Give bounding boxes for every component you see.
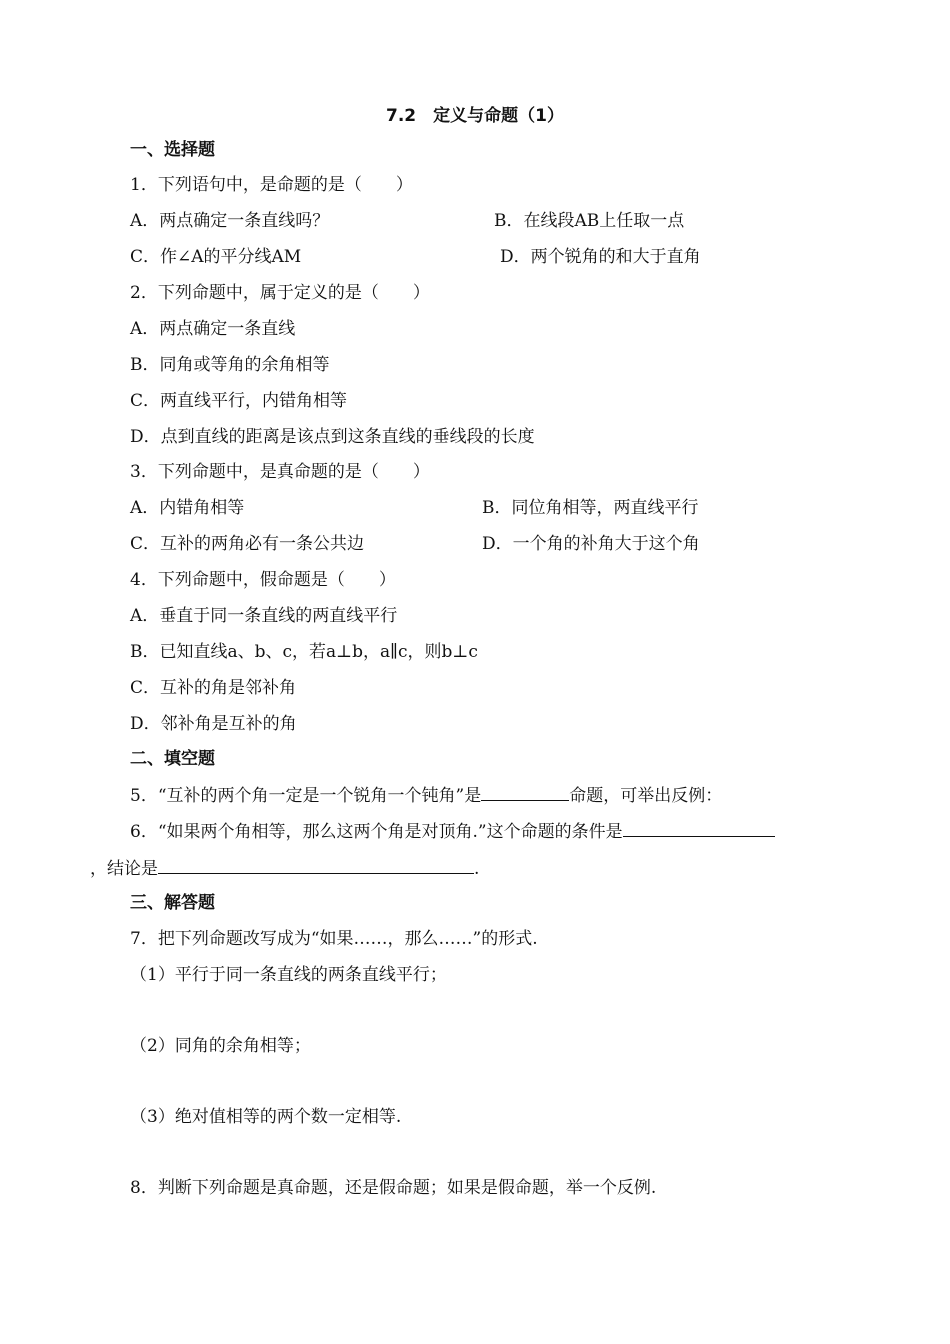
q5-answer-blank[interactable] bbox=[481, 784, 569, 801]
q5-line bbox=[130, 784, 722, 807]
q7-stem: 7．把下列命题改写成为“如果……，那么……”的形式. bbox=[130, 929, 538, 949]
q2-stem: 2．下列命题中，属于定义的是（ ） bbox=[130, 283, 430, 303]
q2-option-d: D．点到直线的距离是该点到这条直线的垂线段的长度 bbox=[130, 427, 535, 447]
q6-conclusion-blank[interactable] bbox=[158, 857, 474, 874]
q3-option-b: B．同位角相等，两直线平行 bbox=[482, 498, 699, 518]
q2-option-a: A．两点确定一条直线 bbox=[130, 319, 296, 339]
q6-condition-blank[interactable] bbox=[623, 820, 775, 837]
q4-option-d: D．邻补角是互补的角 bbox=[130, 714, 297, 734]
q3-option-c: C．互补的两角必有一条公共边 bbox=[130, 534, 365, 554]
q2-option-b: B．同角或等角的余角相等 bbox=[130, 355, 330, 375]
q7-part-3: （3）绝对值相等的两个数一定相等. bbox=[130, 1107, 402, 1127]
section-heading-answer: 三、解答题 bbox=[130, 893, 215, 913]
q6-line-2 bbox=[90, 857, 479, 880]
q1-stem: 1．下列语句中，是命题的是（ ） bbox=[130, 175, 413, 195]
q3-option-d: D．一个角的补角大于这个角 bbox=[482, 534, 700, 554]
section-heading-fill: 二、填空题 bbox=[130, 749, 215, 769]
q3-option-a: A．内错角相等 bbox=[130, 498, 245, 518]
q6-text-before: 6．“如果两个角相等，那么这两个角是对顶角.”这个命题的条件是 bbox=[130, 822, 623, 842]
q6-period: . bbox=[474, 859, 480, 879]
q4-stem: 4．下列命题中，假命题是（ ） bbox=[130, 570, 396, 590]
q7-part-1: （1）平行于同一条直线的两条直线平行； bbox=[130, 965, 447, 985]
q4-option-b: B．已知直线a、b、c，若a⊥b，a∥c，则b⊥c bbox=[130, 642, 478, 662]
q5-text-before: 5．“互补的两个角一定是一个锐角一个钝角”是 bbox=[130, 786, 482, 806]
q6-conclusion-label: ，结论是 bbox=[90, 859, 158, 879]
q1-option-d: D．两个锐角的和大于直角 bbox=[500, 247, 701, 267]
q1-option-a: A．两点确定一条直线吗？ bbox=[130, 211, 330, 231]
q3-stem: 3．下列命题中，是真命题的是（ ） bbox=[130, 462, 430, 482]
q2-option-c: C．两直线平行，内错角相等 bbox=[130, 391, 348, 411]
q4-option-c: C．互补的角是邻补角 bbox=[130, 678, 297, 698]
q6-line bbox=[130, 820, 775, 843]
page-title: 7.2 定义与命题（1） bbox=[386, 106, 564, 126]
q1-option-b: B．在线段AB上任取一点 bbox=[494, 211, 685, 231]
q1-option-c: C．作∠A的平分线AM bbox=[130, 247, 302, 267]
q4-option-a: A．垂直于同一条直线的两直线平行 bbox=[130, 606, 398, 626]
q7-part-2: （2）同角的余角相等； bbox=[130, 1036, 311, 1056]
q8-stem: 8．判断下列命题是真命题，还是假命题；如果是假命题，举一个反例. bbox=[130, 1178, 657, 1198]
q5-text-after: 命题，可举出反例： bbox=[569, 786, 723, 806]
section-heading-choice: 一、选择题 bbox=[130, 140, 215, 160]
